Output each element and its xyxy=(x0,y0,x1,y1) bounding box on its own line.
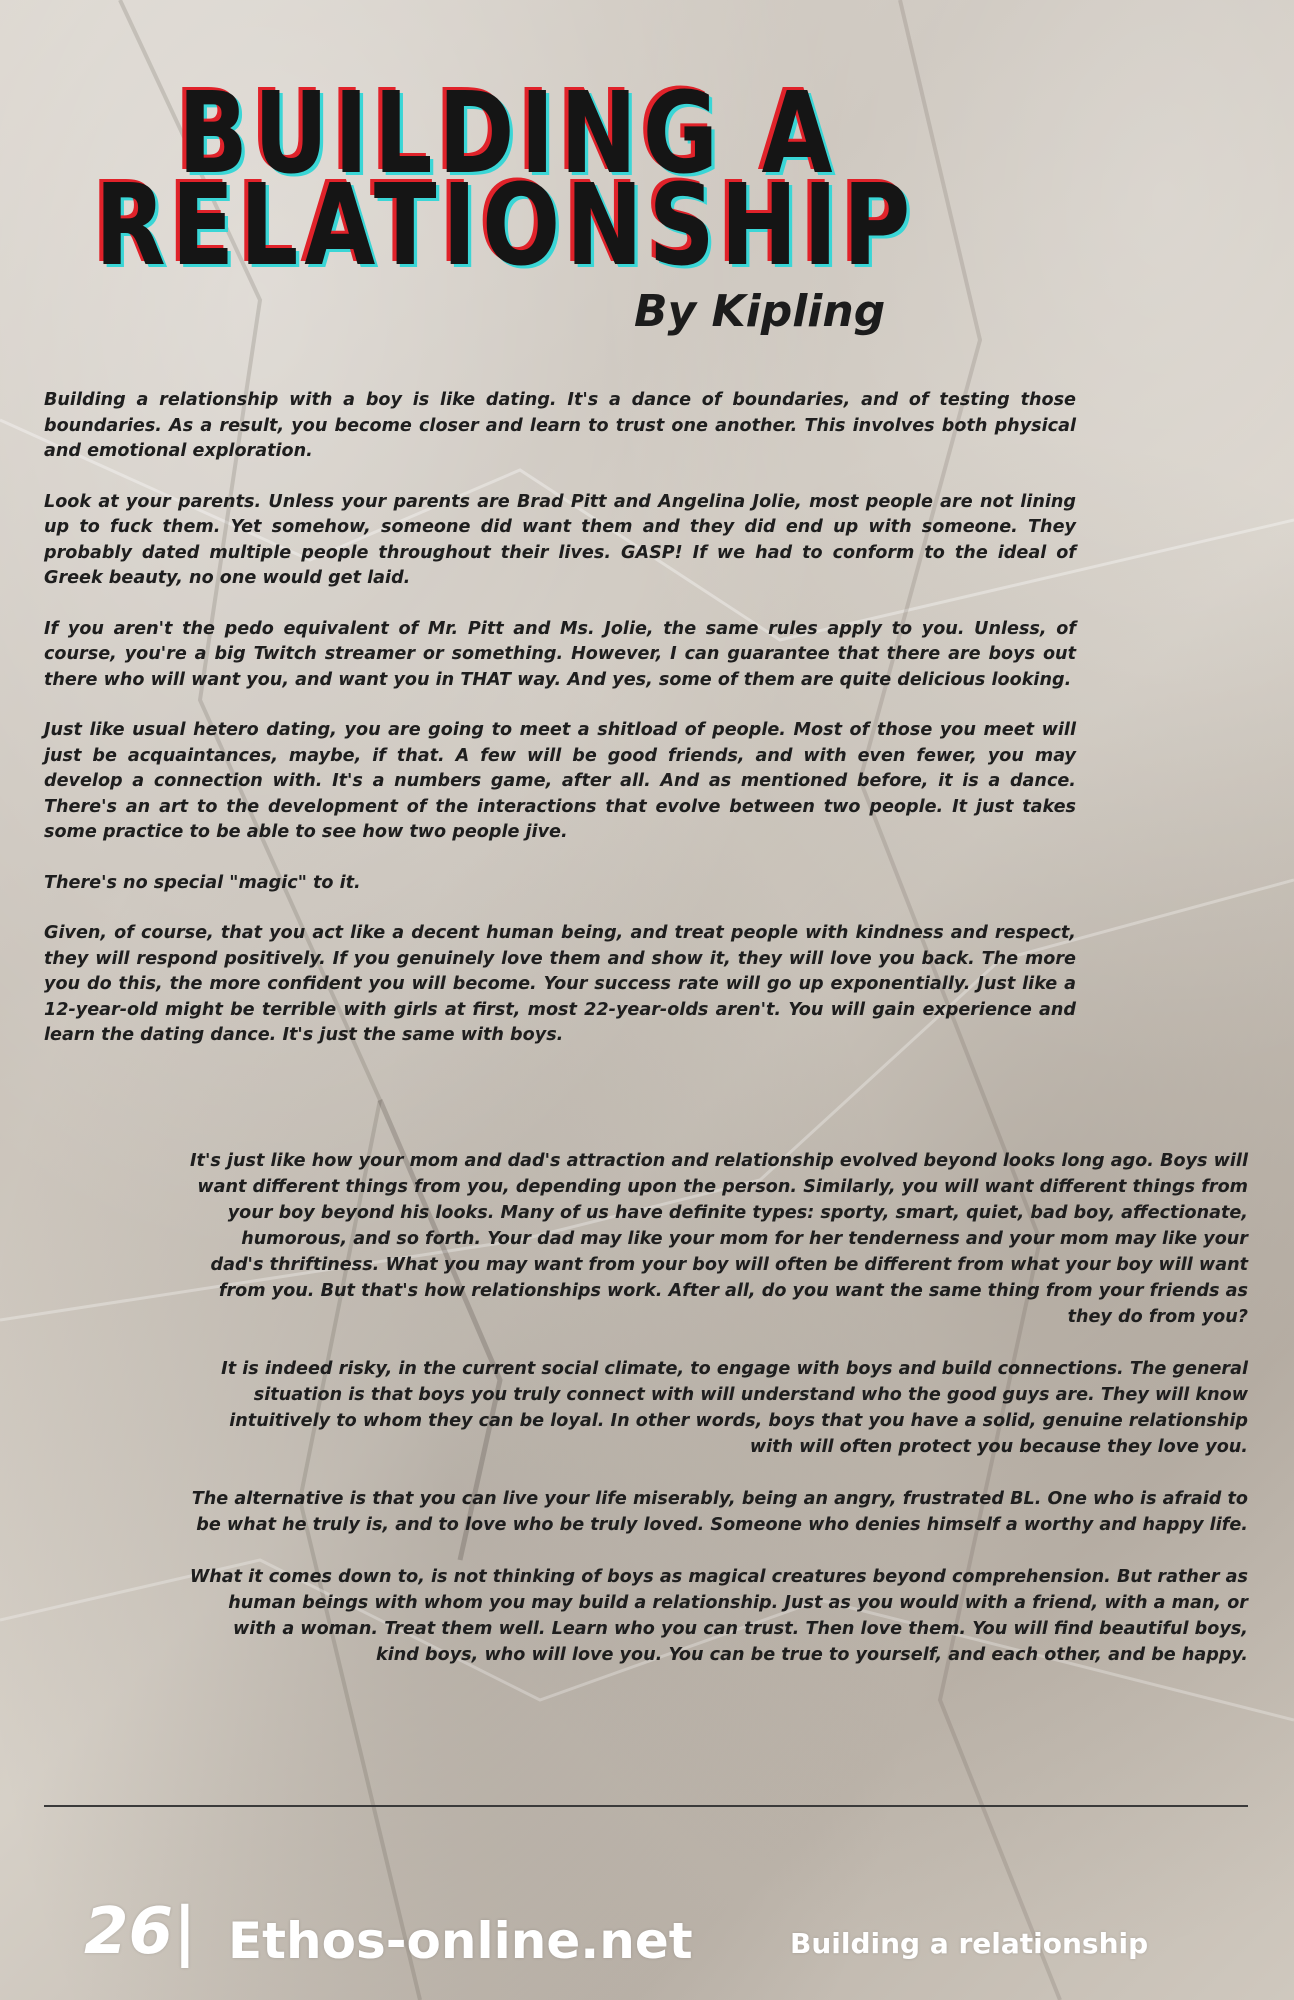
article-paragraph: The alternative is that you can live your life miserably, being an angry, frustrated BL. One who is afraid to be what he truly is, and to love who be truly loved. Someone who denies himself a worthy and happy life. xyxy=(191,1489,1248,1535)
article-paragraph: It is indeed risky, in the current social climate, to engage with boys and build connections. The general situation is that boys you truly connect with will understand who the good guys are. They will know intuitively to whom they can be loyal. In other words, boys that you have a solid, genuine relationship with will often protect you because they love you. xyxy=(221,1359,1248,1457)
section-name: Building a relationship xyxy=(790,1927,1149,1960)
article-paragraph: It's just like how your mom and dad's attraction and relationship evolved beyond looks long ago. Boys will want different things from you, depending upon the person. Similarly, you will want different things from your boy beyond his looks. Many of us have definite types: sporty, smart, quiet, bad boy, affectionate, humorous, and so forth. Your dad may like your mom for her tenderness and your mom may like your dad's thriftiness. What you may want from your boy will often be different from what your boy will want from you. But that's how relationships work. After all, do you want the same thing from your friends as they do from you? xyxy=(190,1151,1248,1327)
article-title-line2: RELATIONSHIP xyxy=(95,161,917,291)
article-paragraph: What it comes down to, is not thinking of boys as magical creatures beyond comprehension. But rather as human beings with whom you may build a relationship. Just as you would with a friend, with a man, or with a woman. Treat them well. Learn who you can trust. Then love them. You will find beautiful boys, kind boys, who will love you. You can be true to yourself, and each other, and be happy. xyxy=(189,1567,1248,1665)
footer-divider xyxy=(44,1805,1248,1807)
article-byline: By Kipling xyxy=(634,286,886,337)
page-number: 26| xyxy=(84,1895,197,1969)
article-paragraph: Just like usual hetero dating, you are going to meet a shitload of people. Most of those you meet will just be acquaintances, maybe, if that. A few will be good friends, and with even fewer, you may develop a connection with. It's a numbers game, after all. And as mentioned before, it is a dance. There's an art to the development of the interactions that evolve between two people. It just takes some practice to be able to see how two people jive. xyxy=(44,720,1076,842)
article-left-column xyxy=(44,388,1076,1074)
article-paragraph: Look at your parents. Unless your parents are Brad Pitt and Angelina Jolie, most people are not lining up to fuck them. Yet somehow, someone did want them and they did end up with someone. They probably dated multiple people throughout their lives. GASP! If we had to conform to the ideal of Greek beauty, no one would get laid. xyxy=(44,491,1076,588)
article-right-column xyxy=(188,1148,1248,1694)
article-paragraph: If you aren't the pedo equivalent of Mr. Pitt and Ms. Jolie, the same rules apply to you. Unless, of course, you're a big Twitch streamer or something. However, I can guarantee that there are boys out there who will want you, and want you in THAT way. And yes, some of them are quite delicious looking. xyxy=(44,618,1076,690)
article-title-line1: BUILDING A xyxy=(178,69,839,199)
article-paragraph: Given, of course, that you act like a decent human being, and treat people with kindness and respect, they will respond positively. If you genuinely love them and show it, they will love you back. The more you do this, the more confident you will become. Your success rate will go up exponentially. Just like a 12-year-old might be terrible with girls at first, most 22-year-olds aren't. You will gain experience and learn the dating dance. It's just the same with boys. xyxy=(44,923,1076,1045)
article-paragraph: Building a relationship with a boy is like dating. It's a dance of boundaries, and of testing those boundaries. As a result, you become closer and learn to trust one another. This involves both physical and emotional exploration. xyxy=(44,390,1076,461)
article-paragraph: There's no special "magic" to it. xyxy=(44,872,361,893)
site-name: Ethos-online.net xyxy=(228,1912,693,1970)
